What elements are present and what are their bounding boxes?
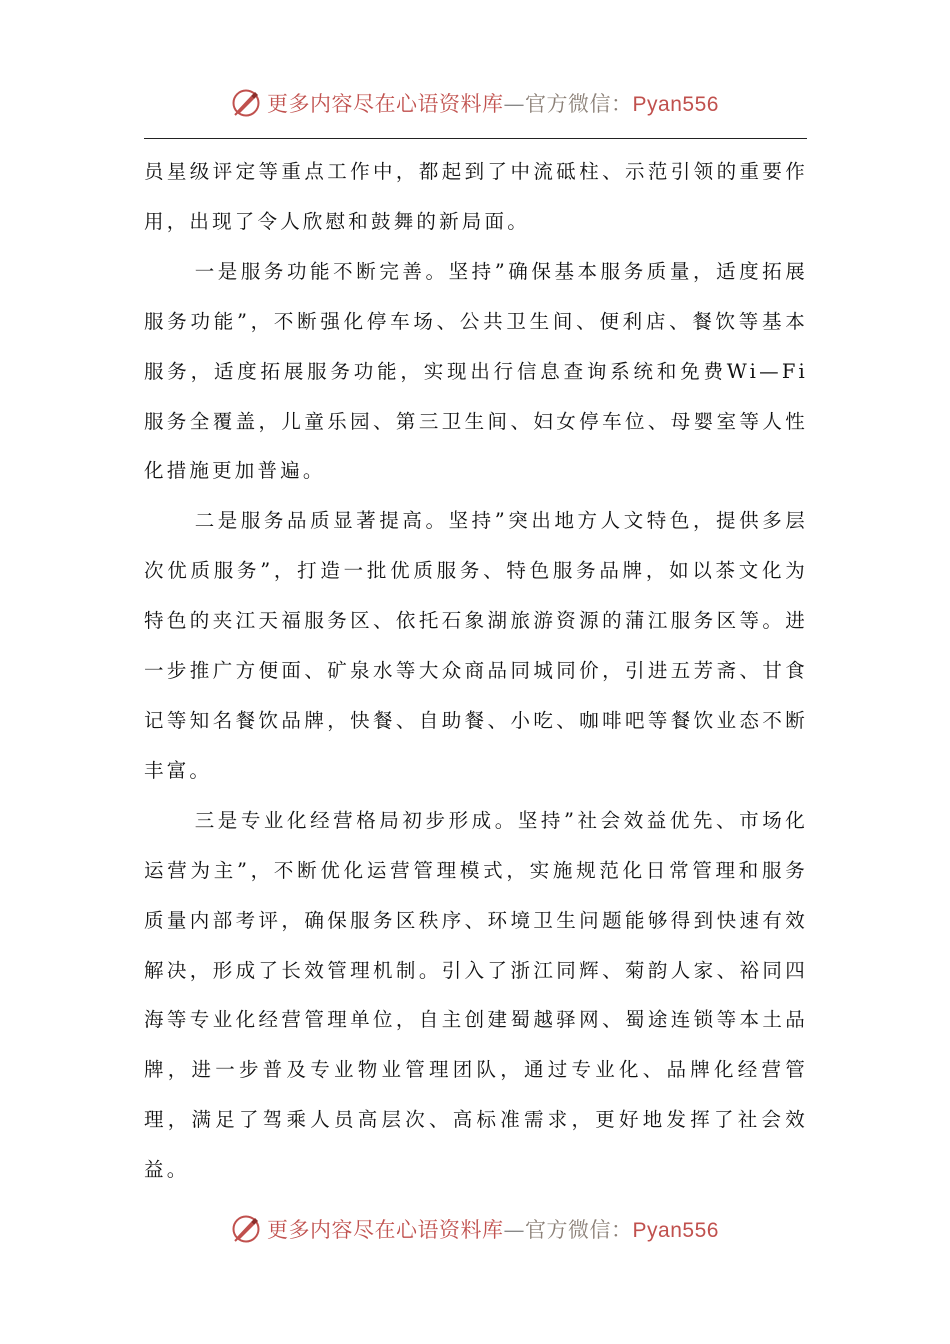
header-divider <box>144 138 807 139</box>
pen-logo-icon <box>231 1214 261 1244</box>
paragraph-continued: 员星级评定等重点工作中，都起到了中流砥柱、示范引领的重要作用，出现了令人欣慰和鼓舞的新局面。 <box>144 160 808 233</box>
footer-text <box>267 1214 719 1244</box>
document-body <box>144 147 808 1195</box>
footer-wechat-label: 官方微信： <box>525 1218 633 1242</box>
footer-dash: — <box>503 1218 526 1242</box>
header-library-text: 更多内容尽在心语资料库 <box>267 92 504 116</box>
header-wechat-label: 官方微信： <box>525 92 633 116</box>
header-text <box>267 88 719 118</box>
footer-wechat-id: Pyan556 <box>632 1219 719 1242</box>
paragraph-professional-operation: 三是专业化经营格局初步形成。坚持”社会效益优先、市场化运营为主”，不断优化运营管理模式，实施规范化日常管理和服务质量内部考评，确保服务区秩序、环境卫生问题能够得到快速有效解决，形成了长效管理机制。引入了浙江同辉、菊韵人家、裕同四海等专业化经营管理单位，自主创建蜀越驿网、蜀途连锁等本土品牌，进一步普及专业物业管理团队，通过专业化、品牌化经营管理，满足了驾乘人员高层次、高标准需求，更好地发挥了社会效益。 <box>144 808 808 1182</box>
header-dash: — <box>503 92 526 116</box>
footer-library-text: 更多内容尽在心语资料库 <box>267 1218 504 1242</box>
header-banner <box>0 83 950 123</box>
header-wechat-id: Pyan556 <box>632 93 719 116</box>
paragraph-service-quality: 二是服务品质显著提高。坚持”突出地方人文特色，提供多层次优质服务”，打造一批优质服务、特色服务品牌，如以茶文化为特色的夹江天福服务区、依托石象湖旅游资源的蒲江服务区等。进一步推广方便面、矿泉水等大众商品同城同价，引进五芳斋、甘食记等知名餐饮品牌，快餐、自助餐、小吃、咖啡吧等餐饮业态不断丰富。 <box>144 509 808 782</box>
footer-banner <box>0 1209 950 1249</box>
pen-logo-icon <box>231 88 261 118</box>
paragraph-service-function: 一是服务功能不断完善。坚持”确保基本服务质量，适度拓展服务功能”，不断强化停车场、公共卫生间、便利店、餐饮等基本服务，适度拓展服务功能，实现出行信息查询系统和免费Wi—Fi服务全覆盖，儿童乐园、第三卫生间、妇女停车位、母婴室等人性化措施更加普遍。 <box>144 259 808 483</box>
